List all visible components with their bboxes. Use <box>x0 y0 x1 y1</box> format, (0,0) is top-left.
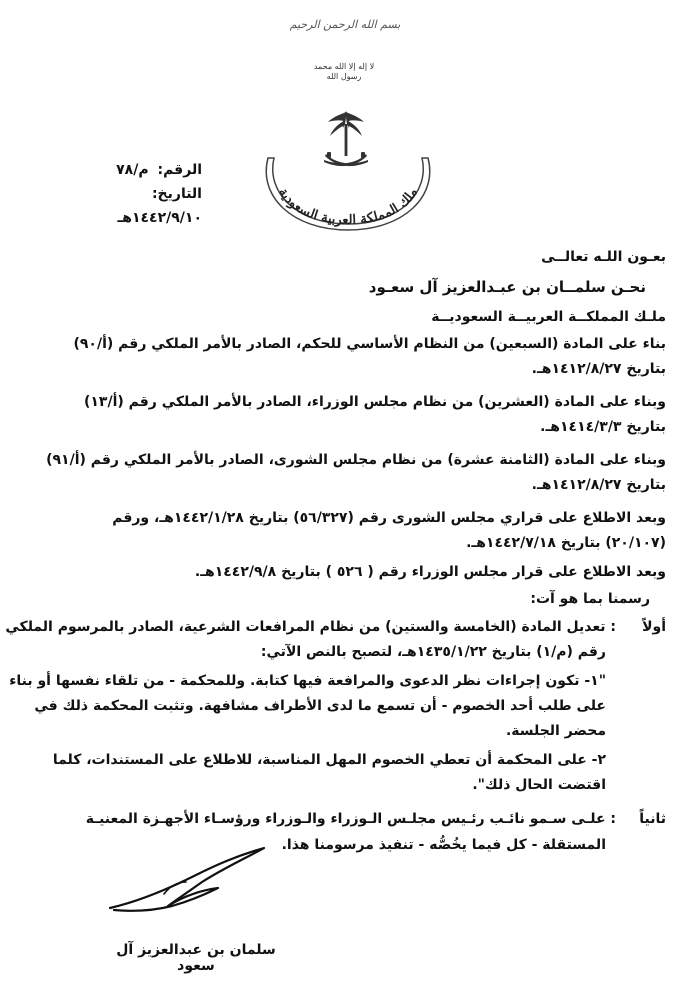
reference-number-label: الرقم: <box>157 162 202 178</box>
royal-signature <box>106 846 272 916</box>
article-second-line-2: المستقلة - كل فيما يخُصُّه - تنفيذ مرسومنا هذا. <box>281 837 606 853</box>
reference-number-value: م/٧٨ <box>116 162 149 178</box>
basis-1-line-1: بناء على المادة (السبعين) من النظام الأساسي للحكم، الصادر بالأمر الملكي رقم (أ/٩٠) <box>73 336 666 352</box>
article-first-clause-2-line-1: ٢- على المحكمة أن تعطي الخصوم المهل المناسبة، للاطلاع على المستندات، كلما <box>52 752 606 768</box>
preamble-line-divine: بعـون اللـه تعالــى <box>541 249 666 265</box>
article-first-clause-2-line-2: اقتضت الحال ذلك". <box>472 777 606 793</box>
article-second-line-1: : علـى سـمو نائـب رئـيس مجلـس الـوزراء والـوزراء ورؤسـاء الأجهـزة المعنيـة <box>85 811 616 827</box>
bismillah-calligraphy: بسم الله الرحمن الرحيم <box>289 18 401 31</box>
decree-intro: رسمنا بما هو آت: <box>530 591 650 607</box>
preamble-line-title: ملـك المملكــة العربيــة السعوديــة <box>431 309 666 325</box>
reference-date-label: التاريخ: <box>151 186 202 202</box>
basis-4-line-2: (٢٠/١٠٧) بتاريخ ١٤٤٢/٧/١٨هـ. <box>466 535 666 551</box>
basis-2-line-1: وبناء على المادة (العشرين) من نظام مجلس الوزراء، الصادر بالأمر الملكي رقم (أ/١٣) <box>83 394 666 410</box>
reference-date-value: ١٤٤٢/٩/١٠هـ <box>117 210 202 226</box>
preamble-line-king: نحـن سلمــان بن عبـدالعزيز آل سعـود <box>368 278 646 296</box>
basis-1-line-2: بتاريخ ١٤١٢/٨/٢٧هـ. <box>531 361 666 377</box>
article-first-clause-1-line-1: "١- تكون إجراءات نظر الدعوى والمرافعة فيها كتابة. وللمحكمة - من تلقاء نفسها أو بناء <box>9 673 606 689</box>
basis-2-line-2: بتاريخ ١٤١٤/٣/٣هـ. <box>540 419 666 435</box>
kingdom-arc-seal <box>262 150 434 232</box>
basis-3-line-2: بتاريخ ١٤١٢/٨/٢٧هـ. <box>531 477 666 493</box>
signer-name: سلمان بن عبدالعزيز آل سعود <box>116 942 276 974</box>
article-first-line-1: : تعديل المادة (الخامسة والستين) من نظام المرافعات الشرعية، الصادر بالمرسوم الملكي <box>5 619 616 635</box>
basis-3-line-1: وبناء على المادة (الثامنة عشرة) من نظام مجلس الشورى، الصادر بالأمر الملكي رقم (أ/٩١) <box>46 452 666 468</box>
basis-4-line-1: وبعد الاطلاع على قراري مجلس الشورى رقم (٥٦/٣٢٧) بتاريخ ١٤٤٢/١/٢٨هـ، ورقم <box>112 510 666 526</box>
article-second-label: ثانياً <box>639 811 666 827</box>
article-first-clause-1-line-2: على طلب أحد الخصوم - أن تسمع ما لدى الأطراف مشافهة. وتثبت المحكمة ذلك في <box>34 698 606 714</box>
article-first-clause-1-line-3: محضر الجلسة. <box>505 723 606 739</box>
cabinet-decision-line: وبعد الاطلاع على قرار مجلس الوزراء رقم ( ٥٢٦ ) بتاريخ ١٤٤٢/٩/٨هـ. <box>194 564 666 580</box>
article-first-line-2: رقم (م/١) بتاريخ ١٤٣٥/١/٢٢هـ، لتصبح بالنص الآتي: <box>260 644 606 660</box>
reference-number <box>72 158 202 182</box>
kingdom-arc-text: ملك المملكة العربية السعودية <box>275 185 421 229</box>
article-first-label: أولاً <box>642 619 666 635</box>
shahada-calligraphy: لا إله إلا الله محمد رسول الله <box>313 62 375 81</box>
reference-block <box>72 158 202 230</box>
reference-date <box>72 182 202 230</box>
